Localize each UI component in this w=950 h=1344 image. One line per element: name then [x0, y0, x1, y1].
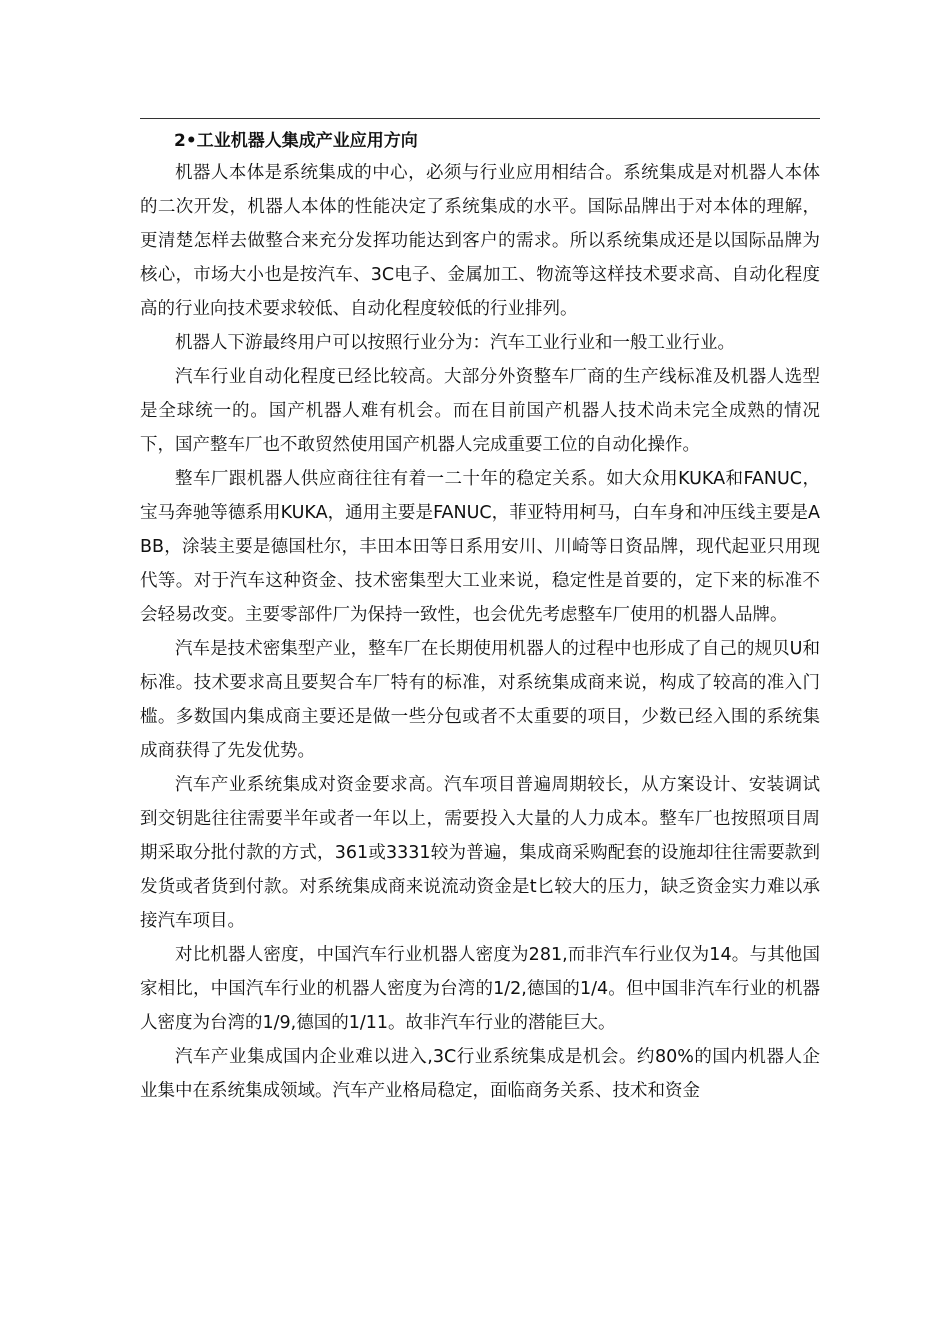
header-rule: [140, 118, 820, 119]
paragraph-6: 汽车产业系统集成对资金要求高。汽车项目普遍周期较长，从方案设计、安装调试到交钥匙往往需要半年或者一年以上，需要投入大量的人力成本。整车厂也按照项目周期采取分批付款的方式，361或3331较为普遍，集成商采购配套的设施却往往需要款到发货或者货到付款。对系统集成商来说流动资金是t匕较大的压力，缺乏资金实力难以承接汽车项目。: [140, 775, 820, 931]
document-body: [140, 126, 820, 1108]
paragraph-2: 机器人下游最终用户可以按照行业分为：汽车工业行业和一般工业行业。: [175, 333, 735, 353]
paragraph-7: 对比机器人密度，中国汽车行业机器人密度为281,而非汽车行业仅为14。与其他国家相比，中国汽车行业的机器人密度为台湾的1/2,德国的1/4。但中国非汽车行业的机器人密度为台湾的1/9,德国的1/11。故非汽车行业的潜能巨大。: [140, 945, 820, 1033]
section-heading: 2•工业机器人集成产业应用方向: [174, 131, 418, 151]
paragraph-1: 机器人本体是系统集成的中心，必须与行业应用相结合。系统集成是对机器人本体的二次开发，机器人本体的性能决定了系统集成的水平。国际品牌出于对本体的理解，更清楚怎样去做整合来充分发挥功能达到客户的需求。所以系统集成还是以国际品牌为核心，市场大小也是按汽车、3C电子、金属加工、物流等这样技术要求高、自动化程度高的行业向技术要求较低、自动化程度较低的行业排列。: [140, 163, 820, 319]
paragraph-3: 汽车行业自动化程度已经比较高。大部分外资整车厂商的生产线标准及机器人选型是全球统一的。国产机器人难有机会。而在目前国产机器人技术尚未完全成熟的情况下，国产整车厂也不敢贸然使用国产机器人完成重要工位的自动化操作。: [140, 367, 820, 455]
paragraph-8: 汽车产业集成国内企业难以进入,3C行业系统集成是机会。约80%的国内机器人企业集中在系统集成领域。汽车产业格局稳定，面临商务关系、技术和资金: [140, 1047, 820, 1101]
paragraph-5: 汽车是技术密集型产业，整车厂在长期使用机器人的过程中也形成了自己的规贝U和标准。技术要求高且要契合车厂特有的标准，对系统集成商来说，构成了较高的准入门槛。多数国内集成商主要还是做一些分包或者不太重要的项目，少数已经入围的系统集成商获得了先发优势。: [140, 639, 820, 761]
paragraph-4: 整车厂跟机器人供应商往往有着一二十年的稳定关系。如大众用KUKA和FANUC，宝马奔驰等德系用KUKA，通用主要是FANUC，菲亚特用柯马，白车身和冲压线主要是ABB，涂装主要是德国杜尔，丰田本田等日系用安川、川崎等日资品牌，现代起亚只用现代等。对于汽车这种资金、技术密集型大工业来说，稳定性是首要的，定下来的标准不会轻易改变。主要零部件厂为保持一致性，也会优先考虑整车厂使用的机器人品牌。: [140, 469, 820, 625]
